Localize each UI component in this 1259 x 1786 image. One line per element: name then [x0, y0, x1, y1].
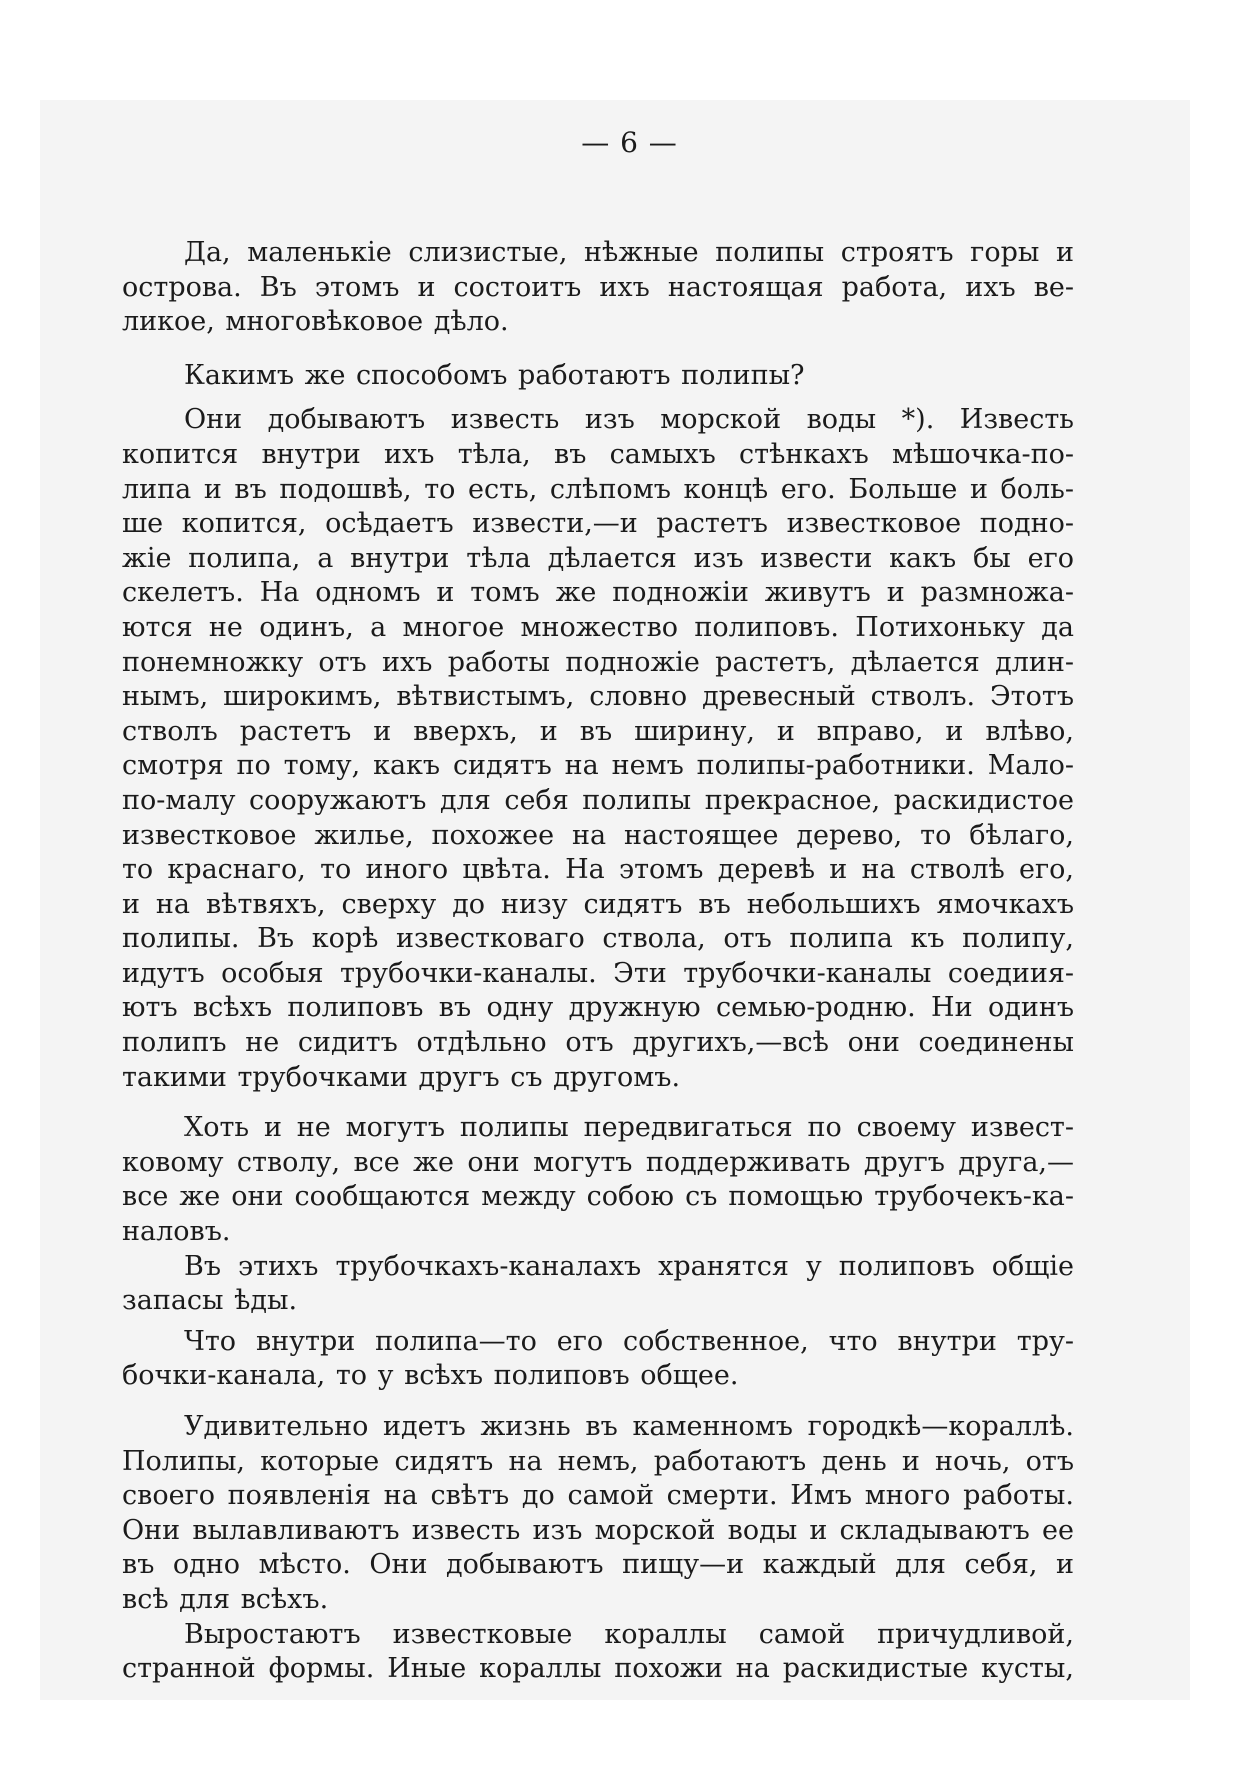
- text-line: стволъ растетъ и вверхъ, и въ ширину, и вправо, и влѣво,: [122, 715, 1074, 747]
- paragraph-3: [122, 403, 1074, 1095]
- text-line: ковому стволу, все же они могутъ поддерживать другъ друга,—: [122, 1146, 1074, 1178]
- text-line: смотря по тому, какъ сидятъ на немъ полипы-работники. Мало-: [122, 750, 1074, 782]
- text-line: Что внутри полипа—то его собственное, что внутри тру-: [184, 1325, 1074, 1357]
- text-line: Хоть и не могутъ полипы передвигаться по своему извест-: [184, 1112, 1074, 1144]
- text-line: и на вѣтвяхъ, сверху до низу сидятъ въ небольшихъ ямочкахъ: [122, 888, 1074, 920]
- text-line: скелетъ. На одномъ и томъ же подножіи живутъ и размножа-: [122, 577, 1074, 609]
- text-line: полипы. Въ корѣ известковаго ствола, отъ полипа къ полипу,: [122, 923, 1074, 955]
- paragraph-5: [122, 1250, 1074, 1319]
- paragraph-8: [122, 1618, 1074, 1687]
- text-line: Полипы, которые сидятъ на немъ, работаютъ день и ночь, отъ: [122, 1445, 1074, 1477]
- text-line: такими трубочками другъ съ другомъ.: [122, 1061, 681, 1093]
- paragraph-7: [122, 1410, 1074, 1618]
- text-line: ликое, многовѣковое дѣло.: [122, 306, 509, 338]
- text-line: то краснаго, то иного цвѣта. На этомъ деревѣ и на стволѣ его,: [122, 854, 1074, 886]
- text-line: Они добываютъ известь изъ морской воды *). Известь: [184, 404, 1074, 436]
- text-line: полипъ не сидитъ отдѣльно отъ другихъ,—всѣ они соединены: [122, 1027, 1074, 1059]
- text-line: острова. Въ этомъ и состоитъ ихъ настоящая работа, ихъ ве-: [122, 271, 1074, 303]
- text-line: копится внутри ихъ тѣла, въ самыхъ стѣнкахъ мѣшочка-по-: [122, 438, 1074, 470]
- text-line: нымъ, широкимъ, вѣтвистымъ, словно древесный стволъ. Этотъ: [122, 681, 1074, 713]
- text-line: Да, маленькіе слизистые, нѣжные полипы строятъ горы и: [184, 237, 1074, 268]
- text-line: понемножку отъ ихъ работы подножіе растетъ, дѣлается длин-: [122, 646, 1074, 678]
- paragraph-4: [122, 1111, 1074, 1249]
- text-line: по-малу сооружаютъ для себя полипы прекрасное, раскидистое: [122, 784, 1074, 816]
- text-line: запасы ѣды.: [122, 1285, 298, 1317]
- text-line: бочки-канала, то у всѣхъ полиповъ общее.: [122, 1360, 739, 1392]
- text-line: Удивительно идетъ жизнь въ каменномъ городкѣ—кораллѣ.: [184, 1411, 1074, 1442]
- body-text: [122, 236, 1074, 1687]
- text-line: ются не одинъ, а многое множество полиповъ. Потихоньку да: [122, 611, 1074, 643]
- text-line: ше копится, осѣдаетъ извести,—и растетъ известковое подно-: [122, 508, 1074, 540]
- text-line: липа и въ подошвѣ, то есть, слѣпомъ концѣ его. Больше и боль-: [122, 473, 1074, 505]
- text-line: все же они сообщаются между собою съ помощью трубочекъ-ка-: [122, 1181, 1074, 1213]
- text-line: известковое жилье, похожее на настоящее дерево, то бѣлаго,: [122, 819, 1074, 851]
- text-line: наловъ.: [122, 1216, 231, 1248]
- paragraph-1: [122, 236, 1074, 340]
- text-line: Они вылавливаютъ известь изъ морской воды и складываютъ ее: [122, 1514, 1074, 1546]
- text-line: въ одно мѣсто. Они добываютъ пищу—и каждый для себя, и: [122, 1549, 1074, 1581]
- text-line: своего появленія на свѣтъ до самой смерти. Имъ много работы.: [122, 1480, 1074, 1512]
- page-number: — 6 —: [581, 126, 678, 159]
- text-line: странной формы. Иные кораллы похожи на раскидистые кусты,: [122, 1653, 1074, 1685]
- text-line: Въ этихъ трубочкахъ-каналахъ хранятся у полиповъ общіе: [184, 1250, 1074, 1282]
- text-line: Какимъ же способомъ работаютъ полипы?: [184, 359, 805, 391]
- text-line: ютъ всѣхъ полиповъ въ одну дружную семью-родню. Ни одинъ: [122, 992, 1074, 1024]
- text-line: всѣ для всѣхъ.: [122, 1583, 329, 1615]
- paragraph-6: [122, 1325, 1074, 1394]
- text-line: идутъ особыя трубочки-каналы. Эти трубочки-каналы соедиия-: [122, 957, 1074, 989]
- paragraph-2: [122, 359, 1074, 394]
- text-line: Выростаютъ известковые кораллы самой причудливой,: [184, 1618, 1074, 1650]
- text-line: жіе полипа, а внутри тѣла дѣлается изъ извести какъ бы его: [122, 542, 1074, 574]
